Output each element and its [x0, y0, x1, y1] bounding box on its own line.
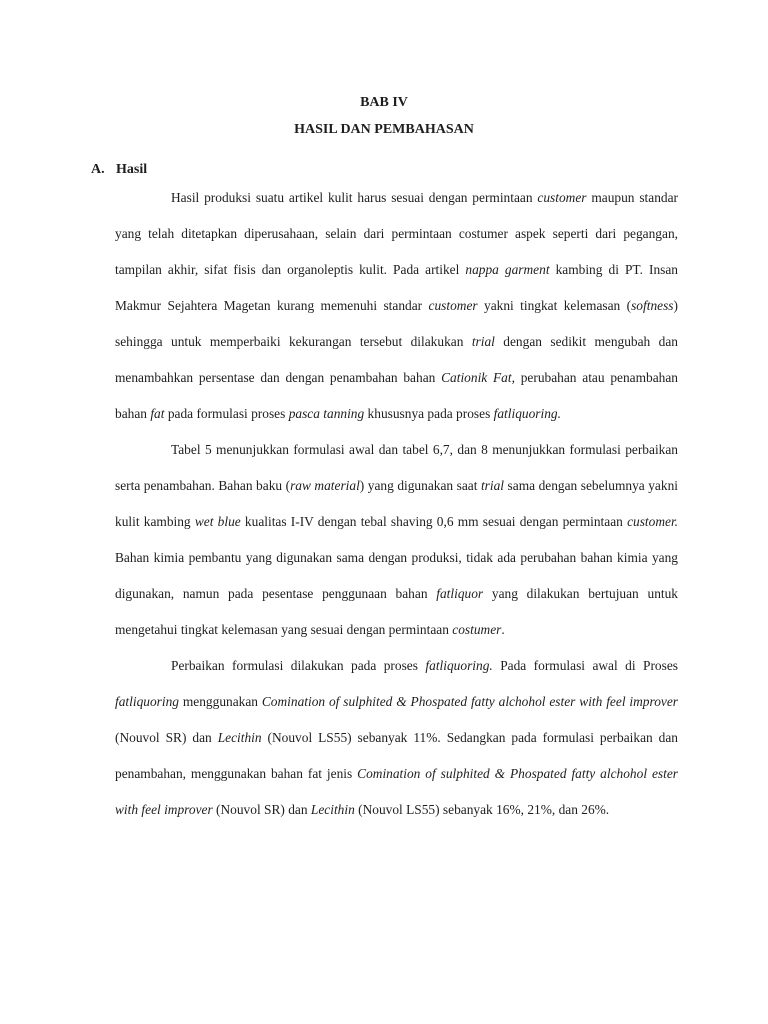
italic-term: nappa garment — [465, 262, 550, 277]
italic-term: fatliquoring. — [493, 406, 561, 421]
italic-term: customer — [428, 298, 478, 313]
text-run: kualitas I-IV dengan tebal shaving 0,6 mm sesuai dengan permintaan — [240, 514, 628, 529]
text-run: pada formulasi proses — [164, 406, 289, 421]
italic-term: Lecithin — [217, 730, 262, 745]
italic-term: fatliquoring. — [425, 658, 493, 673]
italic-term: softness — [631, 298, 674, 313]
text-run: (Nouvol SR) dan — [212, 802, 311, 817]
text-run: (Nouvol LS55) sebanyak 16%, 21%, dan 26%. — [354, 802, 610, 817]
text-run: kambing di PT. Insan Makmur Sejahtera Magetan kurang memenuhi standar — [115, 262, 678, 313]
text-run: Bahan kimia pembantu yang digunakan sama dengan produksi, tidak ada perubahan bahan kimia yang digunakan, namun pada pesentase penggunaan bahan — [115, 550, 678, 601]
paragraph — [115, 648, 678, 828]
italic-term: trial — [480, 478, 505, 493]
italic-term: fatliquoring — [115, 694, 179, 709]
text-run: . — [501, 622, 505, 637]
text-run: Pada formulasi awal di Proses — [492, 658, 678, 673]
paragraph — [115, 180, 678, 432]
italic-term: fat — [150, 406, 165, 421]
section-title: Hasil — [116, 162, 148, 177]
italic-term: trial — [471, 334, 495, 349]
text-run: perubahan atau penambahan bahan — [115, 370, 678, 421]
italic-term: pasca tanning — [288, 406, 365, 421]
chapter-label: BAB IV — [360, 95, 408, 110]
text-run: dengan sedikit mengubah dan menambahkan persentase dan dengan penambahan bahan — [115, 334, 678, 385]
text-run: (Nouvol LS55) sebanyak 11%. Sedangkan pada formulasi perbaikan dan penambahan, menggunakan bahan fat jenis — [115, 730, 678, 781]
chapter-title: HASIL DAN PEMBAHASAN — [294, 122, 474, 137]
text-run: menggunakan — [179, 694, 262, 709]
text-run: khususnya pada proses — [364, 406, 494, 421]
text-run: maupun standar yang telah ditetapkan diperusahaan, selain dari permintaan costumer aspek seperti dari pegangan, tampilan akhir, sifat fisis dan organoleptis kulit. Pada artikel — [115, 190, 678, 277]
italic-term: Lecithin — [310, 802, 355, 817]
italic-term: raw material — [290, 478, 360, 493]
text-run: Tabel 5 menunjukkan formulasi awal dan tabel 6,7, dan 8 menunjukkan formulasi perbaikan serta penambahan. Bahan baku ( — [115, 442, 678, 493]
text-run: (Nouvol SR) dan — [115, 730, 218, 745]
body-text — [115, 162, 678, 828]
text-run: Perbaikan formulasi dilakukan pada proses — [171, 658, 426, 673]
italic-term: customer. — [627, 514, 679, 529]
italic-term: customer — [537, 190, 587, 205]
italic-term: fatliquor — [436, 586, 484, 601]
text-run: sama dengan sebelumnya yakni kulit kambing — [115, 478, 678, 529]
italic-term: costumer — [452, 622, 502, 637]
text-run: ) sehingga untuk memperbaiki kekurangan tersebut dilakukan — [115, 298, 678, 349]
text-run: yang dilakukan bertujuan untuk mengetahui tingkat kelemasan yang sesuai dengan permintaan — [115, 586, 678, 637]
text-run: yakni tingkat kelemasan ( — [477, 298, 632, 313]
section-label: A. — [91, 162, 105, 177]
paragraph — [115, 432, 678, 648]
italic-term: wet blue — [194, 514, 241, 529]
text-run: Hasil produksi suatu artikel kulit harus sesuai dengan permintaan — [171, 190, 538, 205]
text-run: ) yang digunakan saat — [359, 478, 481, 493]
italic-term: Cationik Fat, — [441, 370, 515, 385]
italic-term: Comination of sulphited & Phospated fatty alchohol ester with feel improver — [115, 766, 678, 817]
italic-term: Comination of sulphited & Phospated fatty alchohol ester with feel improver — [261, 694, 679, 709]
